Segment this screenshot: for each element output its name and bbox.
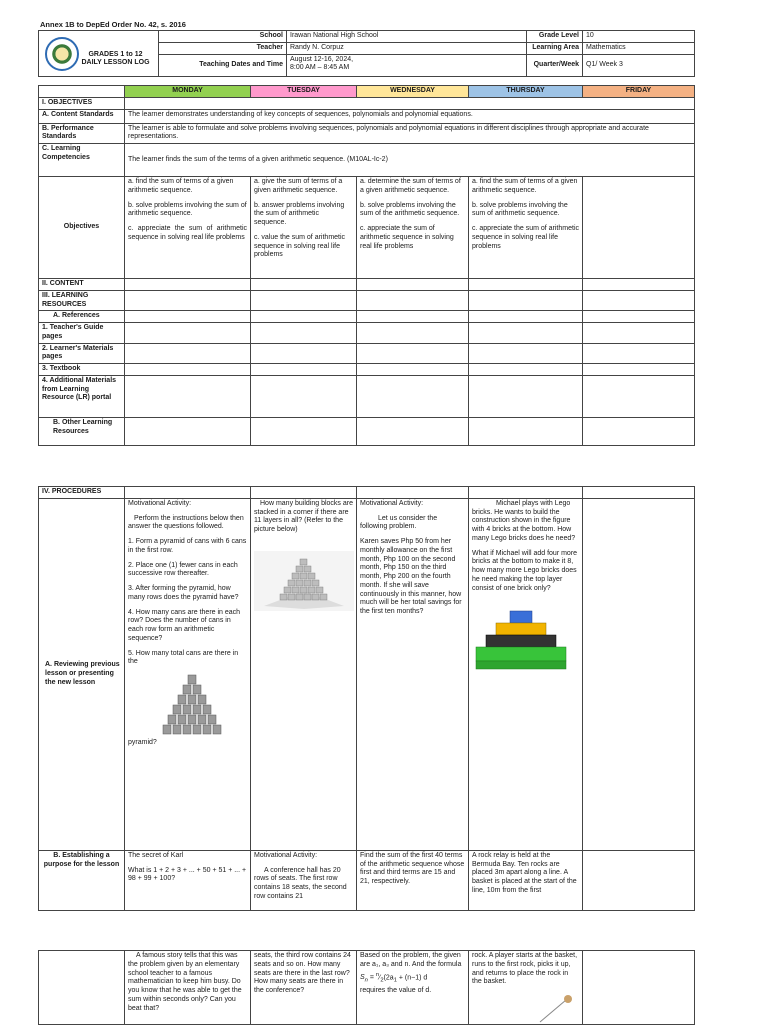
rock-relay-image [536,994,576,1024]
page2-tuesday: seats, the third row contains 24 seats and so on. How many seats are there in the last row? How many seats are there in the conference? [251,951,357,1025]
day-monday: MONDAY [125,86,251,98]
performance-standards-text: The learner is able to formulate and solve problems involving sequences, polynomials and polynomial equations in different disciplines through appropriate and accurate representations. [125,123,695,144]
teacher-value: Randy N. Corpuz [287,42,527,54]
grade-value: 10 [583,31,695,43]
learning-competencies-label: C. Learning Competencies [39,144,125,177]
day-thursday: THURSDAY [469,86,583,98]
procedures-heading: IV. PROCEDURES [39,487,125,499]
procedure-a-thursday: Michael plays with Lego bricks. He wants to build the construction shown in the figure with 4 bricks at the bottom. How many Lego bricks does he need? What if Michael will add four more bricks at the bottom to make it 8, how many more Lego bricks does he need making the top layer consist of one brick only? [469,498,583,850]
procedure-b-tuesday: Motivational Activity: A conference hall has 20 rows of seats. The first row contains 18 seats, the second row contains 21 [251,850,357,910]
sum-formula: $S_n$ = $^n⁄_2(2a_1 + (n-1)$ d [360,971,428,984]
learning-competencies-text: The learner finds the sum of the terms of a given arithmetic sequence. (M10AL-Ic-2) [125,144,695,177]
page2-wednesday: Based on the problem, the given are a₁, a₃ and n. And the formula $S_n$ = $^n⁄_2(2a_1 + (n-1)$ d requires the value of d. [357,951,469,1025]
teachers-guide-label: 1. Teacher's Guide pages [39,323,125,344]
other-resources-label: B. Other Learning Resources [39,417,125,445]
procedure-a-wednesday: Motivational Activity: Let us consider the following problem. Karen saves Php 50 from her monthly allowance on the first month, Php 100 on the second month, Php 150 on the third month, Php 200 on the fourth month. If she will save continuously in this manner, how much will be her total savings for the first ten months? [357,498,469,850]
lego-bricks-image [472,605,572,675]
procedure-b-wednesday: Find the sum of the first 40 terms of the arithmetic sequence whose first and third terms are 15 and 21, respectively. [357,850,469,910]
performance-standards-label: B. Performance Standards [39,123,125,144]
header-table [38,30,695,77]
content-standards-text: The learner demonstrates understanding of key concepts of sequences, polynomials and polynomial equations. [125,109,695,123]
school-label: School [159,31,287,43]
content-standards-label: A. Content Standards [39,109,125,123]
references-label: A. References [39,311,125,323]
additional-materials-label: 4. Additional Materials from Learning Resource (LR) portal [39,375,125,417]
objectives-monday: a. find the sum of terms of a given arithmetic sequence. b. solve problems involving the sum of arithmetic sequence. c. appreciate the sum of arithmetic sequence in solving real life problems [125,177,251,279]
procedure-a-label: A. Reviewing previous lesson or presenting the new lesson [39,498,125,850]
objectives-wednesday: a. determine the sum of terms of a given arithmetic sequence. b. solve problems involving the sum of the arithmetic sequence. c. appreciate the sum of arithmetic sequence in solving real life problems [357,177,469,279]
day-wednesday: WEDNESDAY [357,86,469,98]
objectives-label: Objectives [39,177,125,279]
objectives-tuesday: a. give the sum of terms of a given arithmetic sequence. b. answer problems involving the sum of arithmetic sequence. c. value the sum of arithmetic sequence in solving real life problems [251,177,357,279]
annex-label: Annex 1B to DepEd Order No. 42, s. 2016 [40,20,186,29]
quarter-value: Q1/ Week 3 [583,54,695,76]
grade-label: Grade Level [527,31,583,43]
procedure-a-monday: Motivational Activity: Perform the instructions below then answer the questions followed. 1. Form a pyramid of cans with 6 cans in the first row. 2. Place one (1) fewer cans in each successive row thereafter. 3. After forming the pyramid, how many rows does the pyramid have? 4. How many cans are there in each row? Does the number of cans in each row form an arithmetic sequence? 5. How many total cans are there in the pyramid? [125,498,251,850]
dll-title-1: GRADES 1 to 12 [88,50,143,58]
learners-materials-label: 2. Learner's Materials pages [39,343,125,364]
page2-thursday: rock. A player starts at the basket, runs to the first rock, picks it up, and returns to place the rock in the basket. [469,951,583,1025]
day-friday: FRIDAY [583,86,695,98]
dates-value: August 12-16, 2024, [290,55,354,63]
teacher-label: Teacher [159,42,287,54]
deped-seal-icon [45,37,79,71]
procedure-b-label: B. Establishing a purpose for the lesson [39,850,125,910]
procedure-b-monday: The secret of Karl What is 1 + 2 + 3 + ... + 50 + 51 + ... + 98 + 99 + 100? [125,850,251,910]
dll-title-2: DAILY LESSON LOG [81,59,150,67]
page2-table [38,950,695,1025]
objectives-heading: I. OBJECTIVES [39,97,125,109]
building-blocks-image [254,551,354,611]
area-label: Learning Area [527,42,583,54]
time-value: 8:00 AM – 8:45 AM [290,64,350,72]
page2-monday: A famous story tells that this was the problem given by an elementary school teacher to a famous mathematician to keep him busy. Do you know that he was able to get the sum within seconds only? Can you beat that? [125,951,251,1025]
textbook-label: 3. Textbook [39,364,125,376]
procedure-b-thursday: A rock relay is held at the Bermuda Bay. Ten rocks are placed 3m apart along a line. A basket is placed at the start of the line, 10m from the first [469,850,583,910]
objectives-table [38,85,695,446]
dates-label: Teaching Dates and Time [159,54,287,76]
school-value: Irawan National High School [287,31,527,43]
area-value: Mathematics [583,42,695,54]
learning-resources-heading: III. LEARNING RESOURCES [39,290,125,311]
content-heading: II. CONTENT [39,279,125,291]
quarter-label: Quarter/Week [527,54,583,76]
procedures-table [38,486,695,911]
procedure-a-tuesday: How many building blocks are stacked in a corner if there are 11 layers in all? (Refer to the picture below) [251,498,357,850]
can-pyramid-image [150,673,234,735]
objectives-thursday: a. find the sum of terms of a given arithmetic sequence. b. solve problems involving the sum of arithmetic sequence. c. appreciate the sum of arithmetic sequence in solving real life problems [469,177,583,279]
day-tuesday: TUESDAY [251,86,357,98]
